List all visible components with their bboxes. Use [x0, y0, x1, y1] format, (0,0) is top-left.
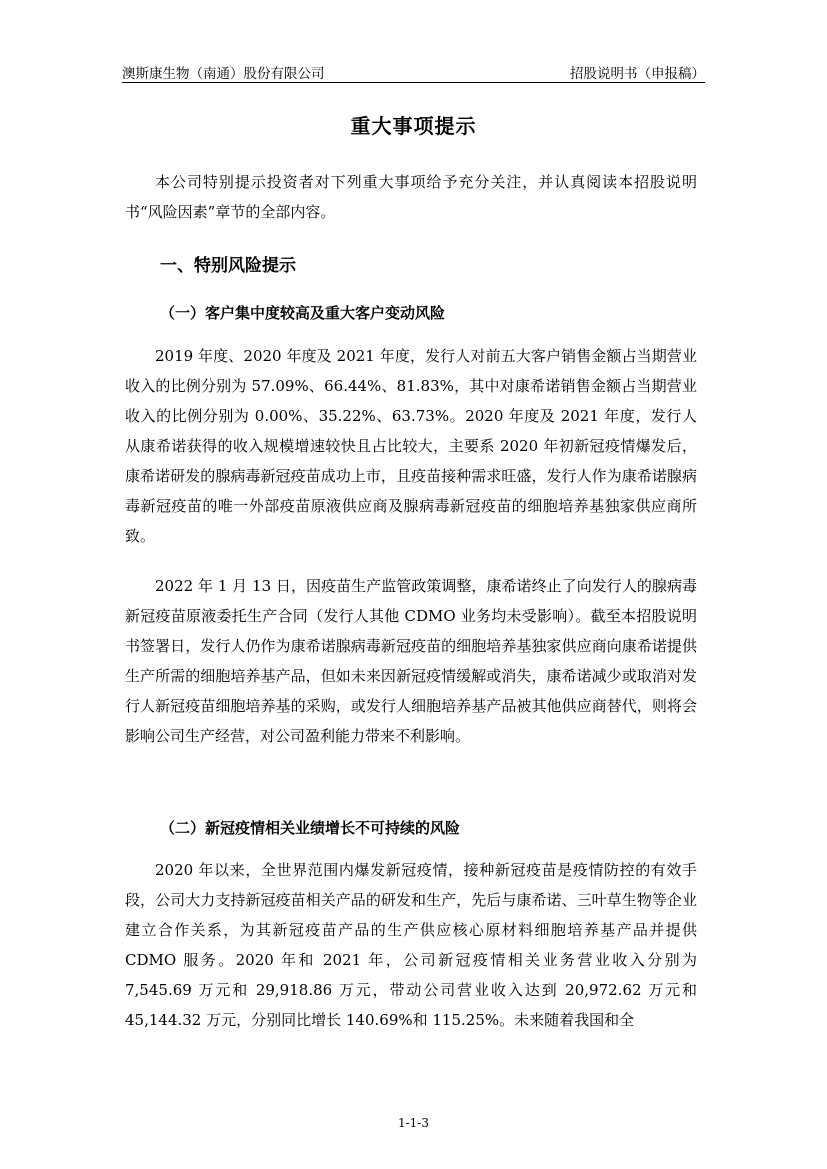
paragraph-customer-concentration-1: 2019 年度、2020 年度及 2021 年度，发行人对前五大客户销售金额占当期营业收入的比例分别为 57.09%、66.44%、81.83%，其中对康希诺销售金额占当期营业收入的比例分别为 0.00%、35.22%、63.73%。2020 年度及 2021 年度，发行人从康希诺获得的收入规模增速较快且占比较大，主要系 2020 年初新冠疫情爆发后，康希诺研发的腺病毒新冠疫苗成功上市，且疫苗接种需求旺盛，发行人作为康希诺腺病毒新冠疫苗的唯一外部疫苗原液供应商及腺病毒新冠疫苗的细胞培养基独家供应商所致。 [125, 347, 697, 545]
paragraph-covid-growth-1: 2020 年以来，全世界范围内爆发新冠疫情，接种新冠疫苗是疫情防控的有效手段，公司大力支持新冠疫苗相关产品的研发和生产，先后与康希诺、三叶草生物等企业建立合作关系，为其新冠疫苗产品的生产供应核心原材料细胞培养基产品并提供 CDMO 服务。2020 年和 2021 年，公司新冠疫情相关业务营业收入分别为 7,545.69 万元和 29,918.86 万元，带动公司营业收入达到 20,972.62 万元和 45,144.32 万元，分别同比增长 140.69%和 115.25%。未来随着我国和全 [125, 861, 697, 1029]
page-title: 重大事项提示 [350, 114, 477, 138]
subsection-heading-covid-growth: （二）新冠疫情相关业绩增长不可持续的风险 [160, 819, 461, 837]
intro-paragraph: 本公司特别提示投资者对下列重大事项给予充分关注，并认真阅读本招股说明书“风险因素”章节的全部内容。 [125, 173, 697, 221]
section-heading-special-risks: 一、特别风险提示 [160, 256, 296, 276]
header-document-type: 招股说明书（申报稿） [570, 66, 705, 82]
page-header [122, 60, 705, 83]
header-company-name: 澳斯康生物（南通）股份有限公司 [122, 66, 325, 82]
subsection-heading-customer-concentration: （一）客户集中度较高及重大客户变动风险 [160, 304, 446, 322]
page-number: 1-1-3 [397, 1116, 429, 1130]
paragraph-customer-concentration-2: 2022 年 1 月 13 日，因疫苗生产监管政策调整，康希诺终止了向发行人的腺病毒新冠疫苗原液委托生产合同（发行人其他 CDMO 业务均未受影响）。截至本招股说明书签署日，发行人仍作为康希诺腺病毒新冠疫苗的细胞培养基独家供应商向康希诺提供生产所需的细胞培养基产品，但如未来因新冠疫情缓解或消失，康希诺减少或取消对发行人新冠疫苗细胞培养基的采购，或发行人细胞培养基产品被其他供应商替代，则将会影响公司生产经营，对公司盈利能力带来不利影响。 [125, 577, 697, 745]
